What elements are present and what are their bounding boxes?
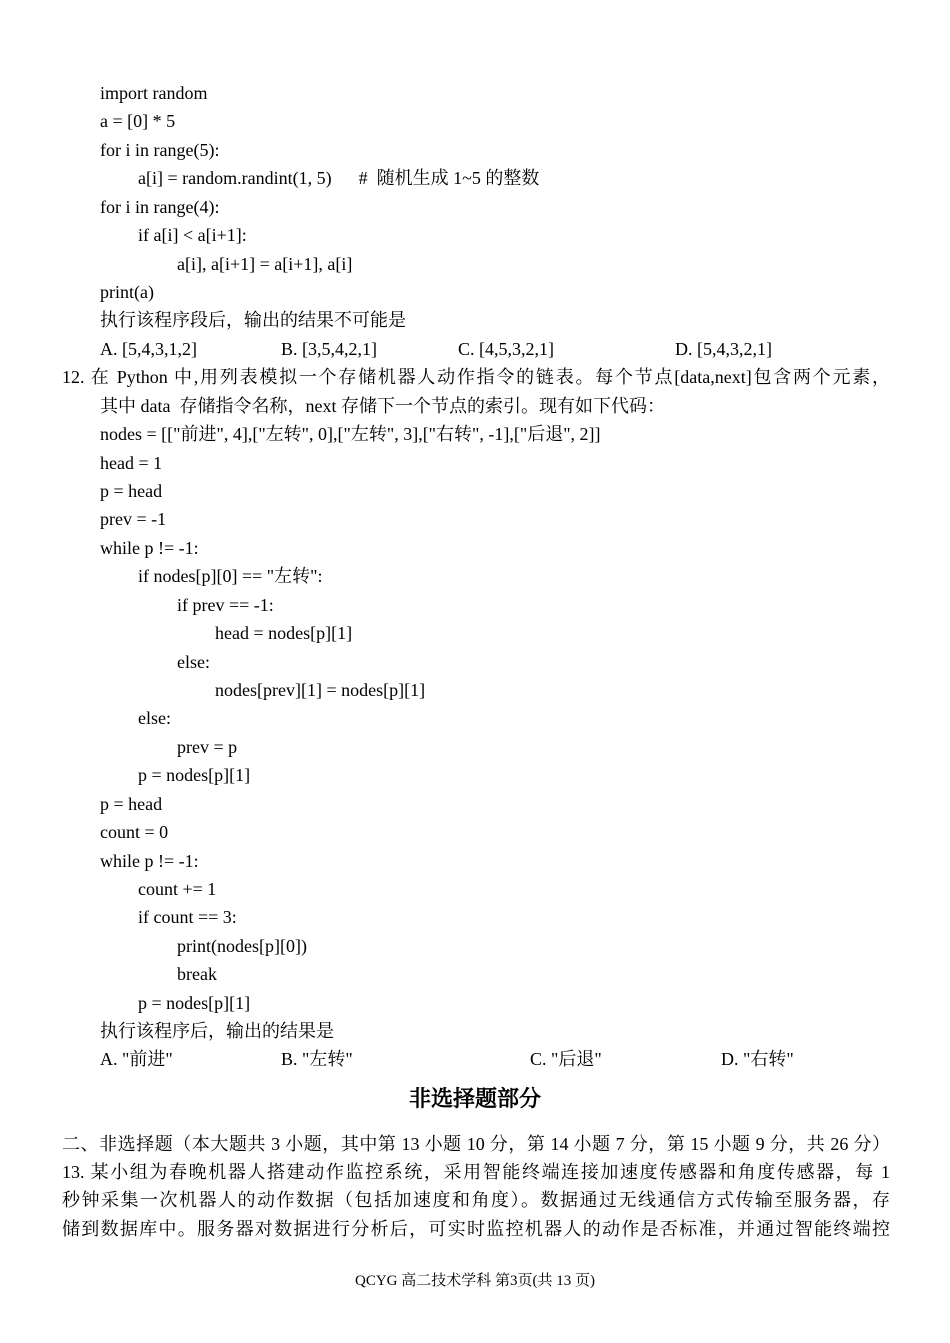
code-line: while p != -1: xyxy=(100,851,199,871)
q11-option-b: B. [3,5,4,2,1] xyxy=(281,339,377,359)
code-line: p = nodes[p][1] xyxy=(138,993,251,1013)
code-line: for i in range(5): xyxy=(100,140,220,160)
code-line: else: xyxy=(138,708,171,728)
code-line: a[i] = random.randint(1, 5) # 随机生成 1~5 的整数 xyxy=(138,168,540,188)
code-line: head = nodes[p][1] xyxy=(215,623,353,643)
q12-option-c: C. "后退" xyxy=(530,1049,602,1069)
code-line: if nodes[p][0] == "左转": xyxy=(138,566,323,586)
code-line: nodes = [["前进", 4],["左转", 0],["左转", 3],["右转", -1],["后退", 2]] xyxy=(100,424,601,444)
q11-option-a: A. [5,4,3,1,2] xyxy=(100,339,197,359)
section-intro: 二、非选择题（本大题共 3 小题，其中第 13 小题 10 分，第 14 小题 7 分，第 15 小题 9 分，共 26 分） xyxy=(62,1134,890,1154)
code-line: if prev == -1: xyxy=(177,595,274,615)
code-line: count += 1 xyxy=(138,879,217,899)
q12-option-b: B. "左转" xyxy=(281,1049,353,1069)
code-line: p = head xyxy=(100,794,163,814)
code-line: if count == 3: xyxy=(138,907,237,927)
code-line: nodes[prev][1] = nodes[p][1] xyxy=(215,680,426,700)
q11-option-c: C. [4,5,3,2,1] xyxy=(458,339,554,359)
q11-prompt: 执行该程序段后，输出的结果不可能是 xyxy=(100,310,406,330)
q13-line2: 秒钟采集一次机器人的动作数据（包括加速度和角度）。数据通过无线通信方式传输至服务器，存 xyxy=(62,1190,890,1210)
q12-prompt: 执行该程序后，输出的结果是 xyxy=(100,1021,334,1041)
code-line: print(a) xyxy=(100,282,154,302)
code-line: prev = -1 xyxy=(100,509,167,529)
q12-option-d: D. "右转" xyxy=(721,1049,794,1069)
q13-line1: 13. 某小组为春晚机器人搭建动作监控系统，采用智能终端连接加速度传感器和角度传感器，每 1 xyxy=(62,1162,890,1182)
code-line: import random xyxy=(100,83,208,103)
q11-option-d: D. [5,4,3,2,1] xyxy=(675,339,772,359)
code-line: if a[i] < a[i+1]: xyxy=(138,225,247,245)
q12-stem-line1: 12. 在 Python 中,用列表模拟一个存储机器人动作指令的链表。每个节点[data,next]包含两个元素， xyxy=(62,367,890,387)
q13-line3: 储到数据库中。服务器对数据进行分析后，可实时监控机器人的动作是否标准，并通过智能终端控 xyxy=(62,1219,890,1239)
page-footer: QCYG 高二技术学科 第3页(共 13 页) xyxy=(355,1273,595,1289)
code-line: a[i], a[i+1] = a[i+1], a[i] xyxy=(177,254,353,274)
code-line: print(nodes[p][0]) xyxy=(177,936,307,956)
code-line: while p != -1: xyxy=(100,538,199,558)
code-line: else: xyxy=(177,652,210,672)
section-title: 非选择题部分 xyxy=(408,1087,541,1112)
code-line: break xyxy=(177,964,217,984)
code-line: head = 1 xyxy=(100,453,163,473)
code-line: p = nodes[p][1] xyxy=(138,765,251,785)
code-line: for i in range(4): xyxy=(100,197,220,217)
q12-stem-line2: 其中 data 存储指令名称，next 存储下一个节点的索引。现有如下代码： xyxy=(100,396,665,416)
code-line: prev = p xyxy=(177,737,238,757)
q12-option-a: A. "前进" xyxy=(100,1049,173,1069)
code-line: p = head xyxy=(100,481,163,501)
code-line: count = 0 xyxy=(100,822,169,842)
code-line: a = [0] * 5 xyxy=(100,111,176,131)
